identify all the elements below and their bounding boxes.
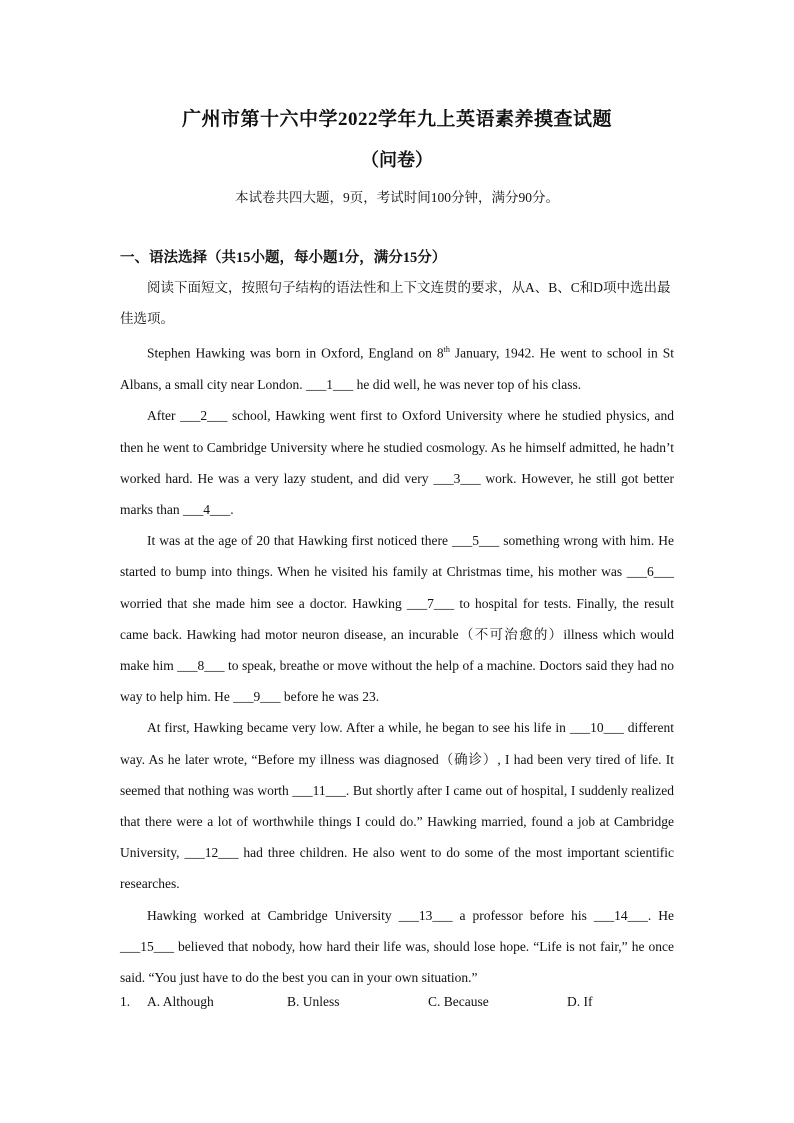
passage-paragraph-5: Hawking worked at Cambridge University ___13___ a professor before his ___14___. He ___15___ believed that nobody, how hard their life was, should lose hope. “Life is not fair,” he once said. “You just have to do the best you can in your own situation.”: [120, 907, 674, 985]
option-d: D. If: [567, 994, 593, 1009]
section-heading: 一、语法选择（共15小题，每小题1分，满分15分）: [120, 250, 447, 266]
option-b: B. Unless: [287, 994, 340, 1009]
question-number: 1.: [120, 994, 131, 1009]
passage-paragraph-1: [120, 334, 674, 400]
option-c: C. Because: [428, 994, 489, 1009]
question-1-options: [120, 994, 680, 1018]
p1-superscript: th: [443, 345, 450, 355]
option-a: A. Although: [147, 994, 214, 1009]
passage-paragraph-4: At first, Hawking became very low. After a while, he began to see his life in ___10___ different way. As he later wrote, “Before my illness was diagnosed（确诊）, I had been very tired of life. It seemed that nothing was worth ___11___. But shortly after I came out of hospital, I suddenly realized that there were a lot of worthwhile things I could do.” Hawking married, found a job at Cambridge University, ___12___ had three children. He also went to do some of the most important scientific researches.: [120, 720, 674, 892]
passage-paragraph-3: It was at the age of 20 that Hawking first noticed there ___5___ something wrong with him. He started to bump into things. When he visited his family at Christmas time, his mother was ___6___ worried that she made him see a doctor. Hawking ___7___ to hospital for tests. Finally, the result came back. Hawking had motor neuron disease, an incurable（不可治愈的）illness which would make him ___8___ to speak, breathe or move without the help of a machine. Doctors said they had no way to help him. He ___9___ before he was 23.: [120, 533, 674, 705]
page-subtitle: （问卷）: [361, 150, 433, 170]
section-instruction: 阅读下面短文，按照句子结构的语法性和上下文连贯的要求，从A、B、C和D项中选出最佳选项。: [120, 280, 671, 327]
p1-text-a: Stephen Hawking was born in Oxford, England on 8: [147, 345, 444, 361]
passage-paragraph-2: After ___2___ school, Hawking went first to Oxford University where he studied physics, and then he went to Cambridge University where he studied cosmology. As he himself admitted, he hadn’t worked hard. He was a very lazy student, and did very ___3___ work. However, he still got better marks than ___4___.: [120, 408, 674, 517]
page-title: 广州市第十六中学2022学年九上英语素养摸查试题: [181, 109, 612, 130]
exam-note: 本试卷共四大题，9页，考试时间100分钟，满分90分。: [235, 190, 559, 205]
passage-body: [120, 272, 674, 993]
p1-text-b: January, 1942. He went to school in St Albans, a small city near London. ___1___ he did well, he was never top of his class.: [120, 345, 674, 393]
